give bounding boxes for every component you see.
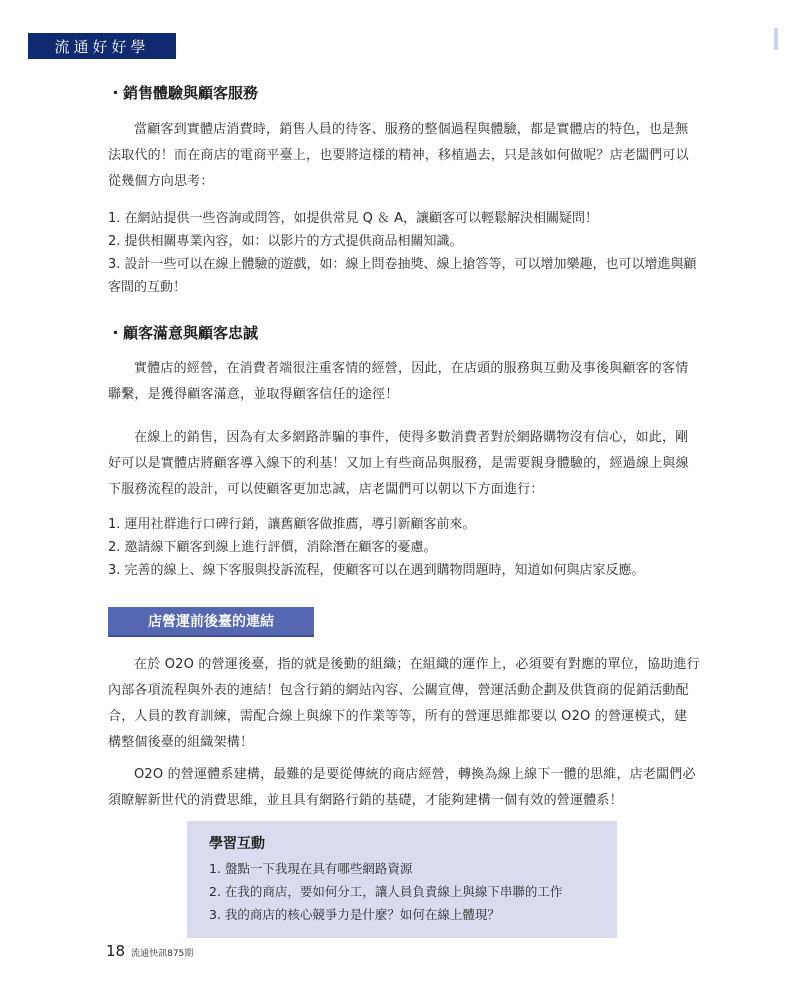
list-item: 1. 運用社群進行口碑行銷，讓舊顧客做推薦，導引新顧客前來。 [108, 517, 476, 532]
learning-box-title: 學習互動 [209, 836, 265, 852]
learning-interaction-box [187, 821, 617, 938]
issue-label: 流通快訊875期 [131, 949, 194, 959]
list-item: 2. 邀請線下顧客到線上進行評價，消除潛在顧客的憂慮。 [108, 540, 437, 555]
list-item: 2. 在我的商店，要如何分工，讓人員負責線上與線下串聯的工作 [209, 884, 563, 899]
list-item: 3. 設計一些可以在線上體驗的遊戲，如：線上問卷抽獎、線上搶答等，可以增加樂趣，也可以增進與顧客間的互動！ [108, 257, 697, 295]
column-banner: 流通好好學 [28, 33, 176, 59]
list-item: 2. 提供相關專業內容，如：以影片的方式提供商品相關知識。 [108, 234, 463, 249]
customer-loyalty-list [108, 513, 700, 582]
list-item: 3. 我的商店的核心競爭力是什麼？如何在線上體現？ [209, 907, 500, 922]
learning-list [209, 857, 595, 926]
section-heading-sales-experience: ・銷售體驗與顧客服務 [108, 84, 259, 102]
customer-loyalty-paragraph-1: 實體店的經營，在消費者端很注重客情的經營，因此，在店頭的服務與互動及事後與顧客的客情聯繫，是獲得顧客滿意，並取得顧客信任的途徑！ [108, 361, 689, 402]
page-number: 18 [106, 942, 126, 960]
sales-experience-list [108, 207, 700, 299]
section-title-box: 店營運前後臺的連結 [108, 607, 314, 637]
sales-experience-intro: 當顧客到實體店消費時，銷售人員的待客、服務的整個過程與體驗，都是實體店的特色，也是無法取代的！而在商店的電商平臺上，也要將這樣的精神，移植過去，只是該如何做呢？店老闆們可以從幾個方向思考： [108, 122, 689, 189]
operations-paragraph-2: O2O 的營運體系建構，最難的是要從傳統的商店經營，轉換為線上線下一體的思維，店老闆們必須瞭解新世代的消費思維，並且具有網路行銷的基礎，才能夠建構一個有效的營運體系！ [108, 767, 696, 808]
customer-loyalty-paragraph-2: 在線上的銷售，因為有太多網路詐騙的事件，使得多數消費者對於網路購物沒有信心，如此，剛好可以是實體店將顧客導入線下的利基！又加上有些商品與服務，是需要親身體驗的，經過線上與線下服務流程的設計，可以使顧客更加忠誠，店老闆們可以朝以下方面進行： [108, 430, 689, 497]
page-footer [106, 942, 193, 960]
list-item: 1. 盤點一下我現在具有哪些網路資源 [209, 861, 413, 876]
list-item: 1. 在網站提供一些咨詢或問答，如提供常見 Q ＆ A，讓顧客可以輕鬆解決相關疑問！ [108, 211, 599, 226]
page-edge-mark [774, 28, 778, 50]
section-heading-customer-loyalty: ・顧客滿意與顧客忠誠 [108, 324, 259, 342]
list-item: 3. 完善的線上、線下客服與投訴流程，使顧客可以在遇到購物問題時，知道如何與店家反應。 [108, 563, 645, 578]
operations-paragraph-1: 在於 O2O 的營運後臺，指的就是後勤的組織；在組織的運作上，必須要有對應的單位，協助進行內部各項流程與外表的連結！包含行銷的網站內容、公關宣傳，營運活動企劃及供貨商的促銷活動配合，人員的教育訓練，需配合線上與線下的作業等等，所有的營運思維都要以 O2O 的營運模式，建構整個後臺的組織架構！ [108, 657, 701, 750]
